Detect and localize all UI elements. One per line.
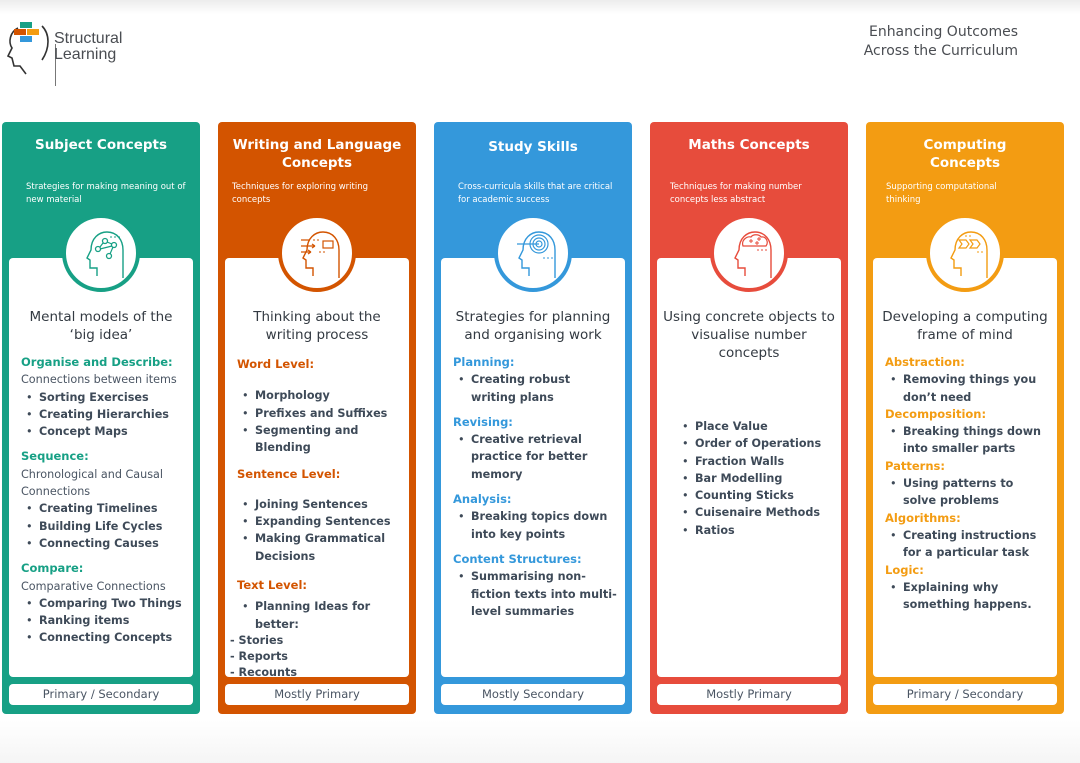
- icon-circle: [278, 214, 356, 292]
- section-heading: Compare:: [21, 561, 84, 576]
- column-subtitle: Cross-curricula skills that are critical for academic success: [458, 182, 613, 205]
- column-title: Subject Concepts: [34, 137, 168, 153]
- tagline: [864, 23, 1018, 61]
- list-item: • Place Value: [677, 418, 837, 435]
- column-subtitle: Techniques for making number concepts less abstract: [670, 182, 802, 205]
- icon-circle: [62, 214, 140, 292]
- section-heading: Patterns:: [885, 458, 945, 473]
- panel-content: [453, 354, 623, 620]
- section-desc: Chronological and Causal Connections: [21, 467, 164, 499]
- list-item: • Ranking items: [21, 612, 189, 629]
- list-item: • Connecting Causes: [21, 535, 189, 552]
- icon-circle: [710, 214, 788, 292]
- panel-title: Strategies for planning and organising work: [455, 309, 611, 343]
- list-item: • Building Life Cycles: [21, 518, 189, 535]
- audience-badge: Mostly Secondary: [441, 684, 625, 705]
- section-heading: Sequence:: [21, 449, 89, 464]
- head-brain-plus-icon: [733, 230, 773, 280]
- panel-content: [21, 354, 189, 647]
- section-heading: Algorithms:: [885, 510, 961, 525]
- head-blocks-logo-icon: [6, 20, 54, 76]
- section-desc: Comparative Connections: [21, 579, 166, 593]
- column-title: Maths Concepts: [688, 137, 810, 153]
- sub-item: - Reports: [230, 649, 288, 663]
- list-item: • Explaining why something happens.: [885, 579, 1040, 614]
- section-heading: Text Level:: [237, 577, 307, 592]
- list-item: • Breaking topics down into key points: [453, 508, 613, 543]
- content-panel: [657, 258, 841, 677]
- section-heading: Analysis:: [453, 492, 512, 507]
- sub-item: - Stories: [230, 633, 284, 647]
- list-item: • Connecting Concepts: [21, 629, 189, 646]
- panel-title: Using concrete objects to visualise number concepts: [663, 309, 835, 361]
- head-target-icon: [517, 230, 557, 280]
- section-heading: Decomposition:: [885, 406, 987, 421]
- audience-badge: Mostly Primary: [657, 684, 841, 705]
- column-subtitle: Strategies for making meaning out of new material: [26, 182, 186, 205]
- logo-line1: Structural: [54, 30, 123, 47]
- list-item: • Removing things you don’t need: [885, 371, 1040, 406]
- list-item: • Ratios: [677, 522, 837, 539]
- list-item: • Comparing Two Things: [21, 595, 189, 612]
- list-item: • Counting Sticks: [677, 487, 837, 504]
- panel-content: [677, 418, 837, 539]
- logo-line2: Learning: [54, 46, 117, 63]
- column-subject-concepts: [2, 122, 200, 714]
- column-writing-language-concepts: [218, 122, 416, 714]
- list-item: • Joining Sentences: [237, 496, 405, 513]
- list-item: • Concept Maps: [21, 423, 189, 440]
- column-title: Writing and Language Concepts: [232, 137, 402, 171]
- list-item: • Fraction Walls: [677, 453, 837, 470]
- audience-badge: Mostly Primary: [225, 684, 409, 705]
- column-subtitle: Supporting computational thinking: [886, 182, 997, 205]
- panel-title: Thinking about the writing process: [253, 309, 381, 343]
- column-computing-concepts: [866, 122, 1064, 714]
- column-study-skills: [434, 122, 632, 714]
- sub-item: - Recounts: [230, 665, 297, 679]
- logo-text: [54, 31, 122, 63]
- audience-badge: Primary / Secondary: [873, 684, 1057, 705]
- section-heading: Organise and Describe:: [21, 355, 173, 369]
- list-item: • Segmenting and Blending: [237, 422, 405, 457]
- panel-content: [230, 356, 405, 681]
- list-item: • Creating instructions for a particular task: [885, 527, 1053, 562]
- list-item: • Morphology: [237, 387, 405, 404]
- content-panel: [441, 258, 625, 677]
- audience-badge: Primary / Secondary: [9, 684, 193, 705]
- tagline-line2: Across the Curriculum: [863, 43, 1018, 59]
- list-item: • Creating robust writing plans: [453, 371, 618, 406]
- list-item: • Creating Timelines: [21, 500, 189, 517]
- content-panel: [9, 258, 193, 677]
- list-item: • Using patterns to solve problems: [885, 475, 1025, 510]
- list-item: • Making Grammatical Decisions: [237, 530, 397, 565]
- list-item: • Bar Modelling: [677, 470, 837, 487]
- section-heading: Word Level:: [237, 357, 315, 371]
- section-heading: Content Structures:: [453, 551, 582, 566]
- list-item: • Order of Operations: [677, 435, 837, 452]
- section-heading: Abstraction:: [885, 355, 965, 369]
- icon-circle: [926, 214, 1004, 292]
- column-title: Study Skills: [488, 139, 578, 155]
- column-subtitle: Techniques for exploring writing concepts: [232, 182, 369, 205]
- content-panel: [225, 258, 409, 677]
- panel-content: [885, 354, 1053, 613]
- content-panel: [873, 258, 1057, 677]
- list-item: • Sorting Exercises: [21, 389, 189, 406]
- head-network-icon: [85, 230, 125, 280]
- section-heading: Revising:: [453, 414, 513, 429]
- list-item: • Planning Ideas for better:: [237, 598, 405, 633]
- list-item: • Breaking things down into smaller parts: [885, 423, 1050, 458]
- list-item: • Prefixes and Suffixes: [237, 405, 405, 422]
- list-item: • Creating Hierarchies: [21, 406, 189, 423]
- head-arrows-icon: [301, 230, 341, 280]
- icon-circle: [494, 214, 572, 292]
- list-item: • Creative retrieval practice for better memory: [453, 431, 623, 483]
- tagline-line1: Enhancing Outcomes: [868, 24, 1018, 40]
- column-title: Computing Concepts: [923, 137, 1007, 171]
- column-maths-concepts: [650, 122, 848, 714]
- head-puzzle-icon: [949, 230, 989, 280]
- panel-title: Mental models of the ‘big idea’: [29, 309, 173, 343]
- section-heading: Planning:: [453, 355, 515, 369]
- list-item: • Cuisenaire Methods: [677, 504, 837, 521]
- list-item: • Summarising non-fiction texts into multi-level summaries: [453, 568, 625, 620]
- section-desc: Connections between items: [21, 373, 177, 387]
- section-heading: Sentence Level:: [237, 467, 341, 482]
- panel-title: Developing a computing frame of mind: [882, 309, 1048, 343]
- list-item: • Expanding Sentences: [237, 513, 405, 530]
- section-heading: Logic:: [885, 562, 924, 577]
